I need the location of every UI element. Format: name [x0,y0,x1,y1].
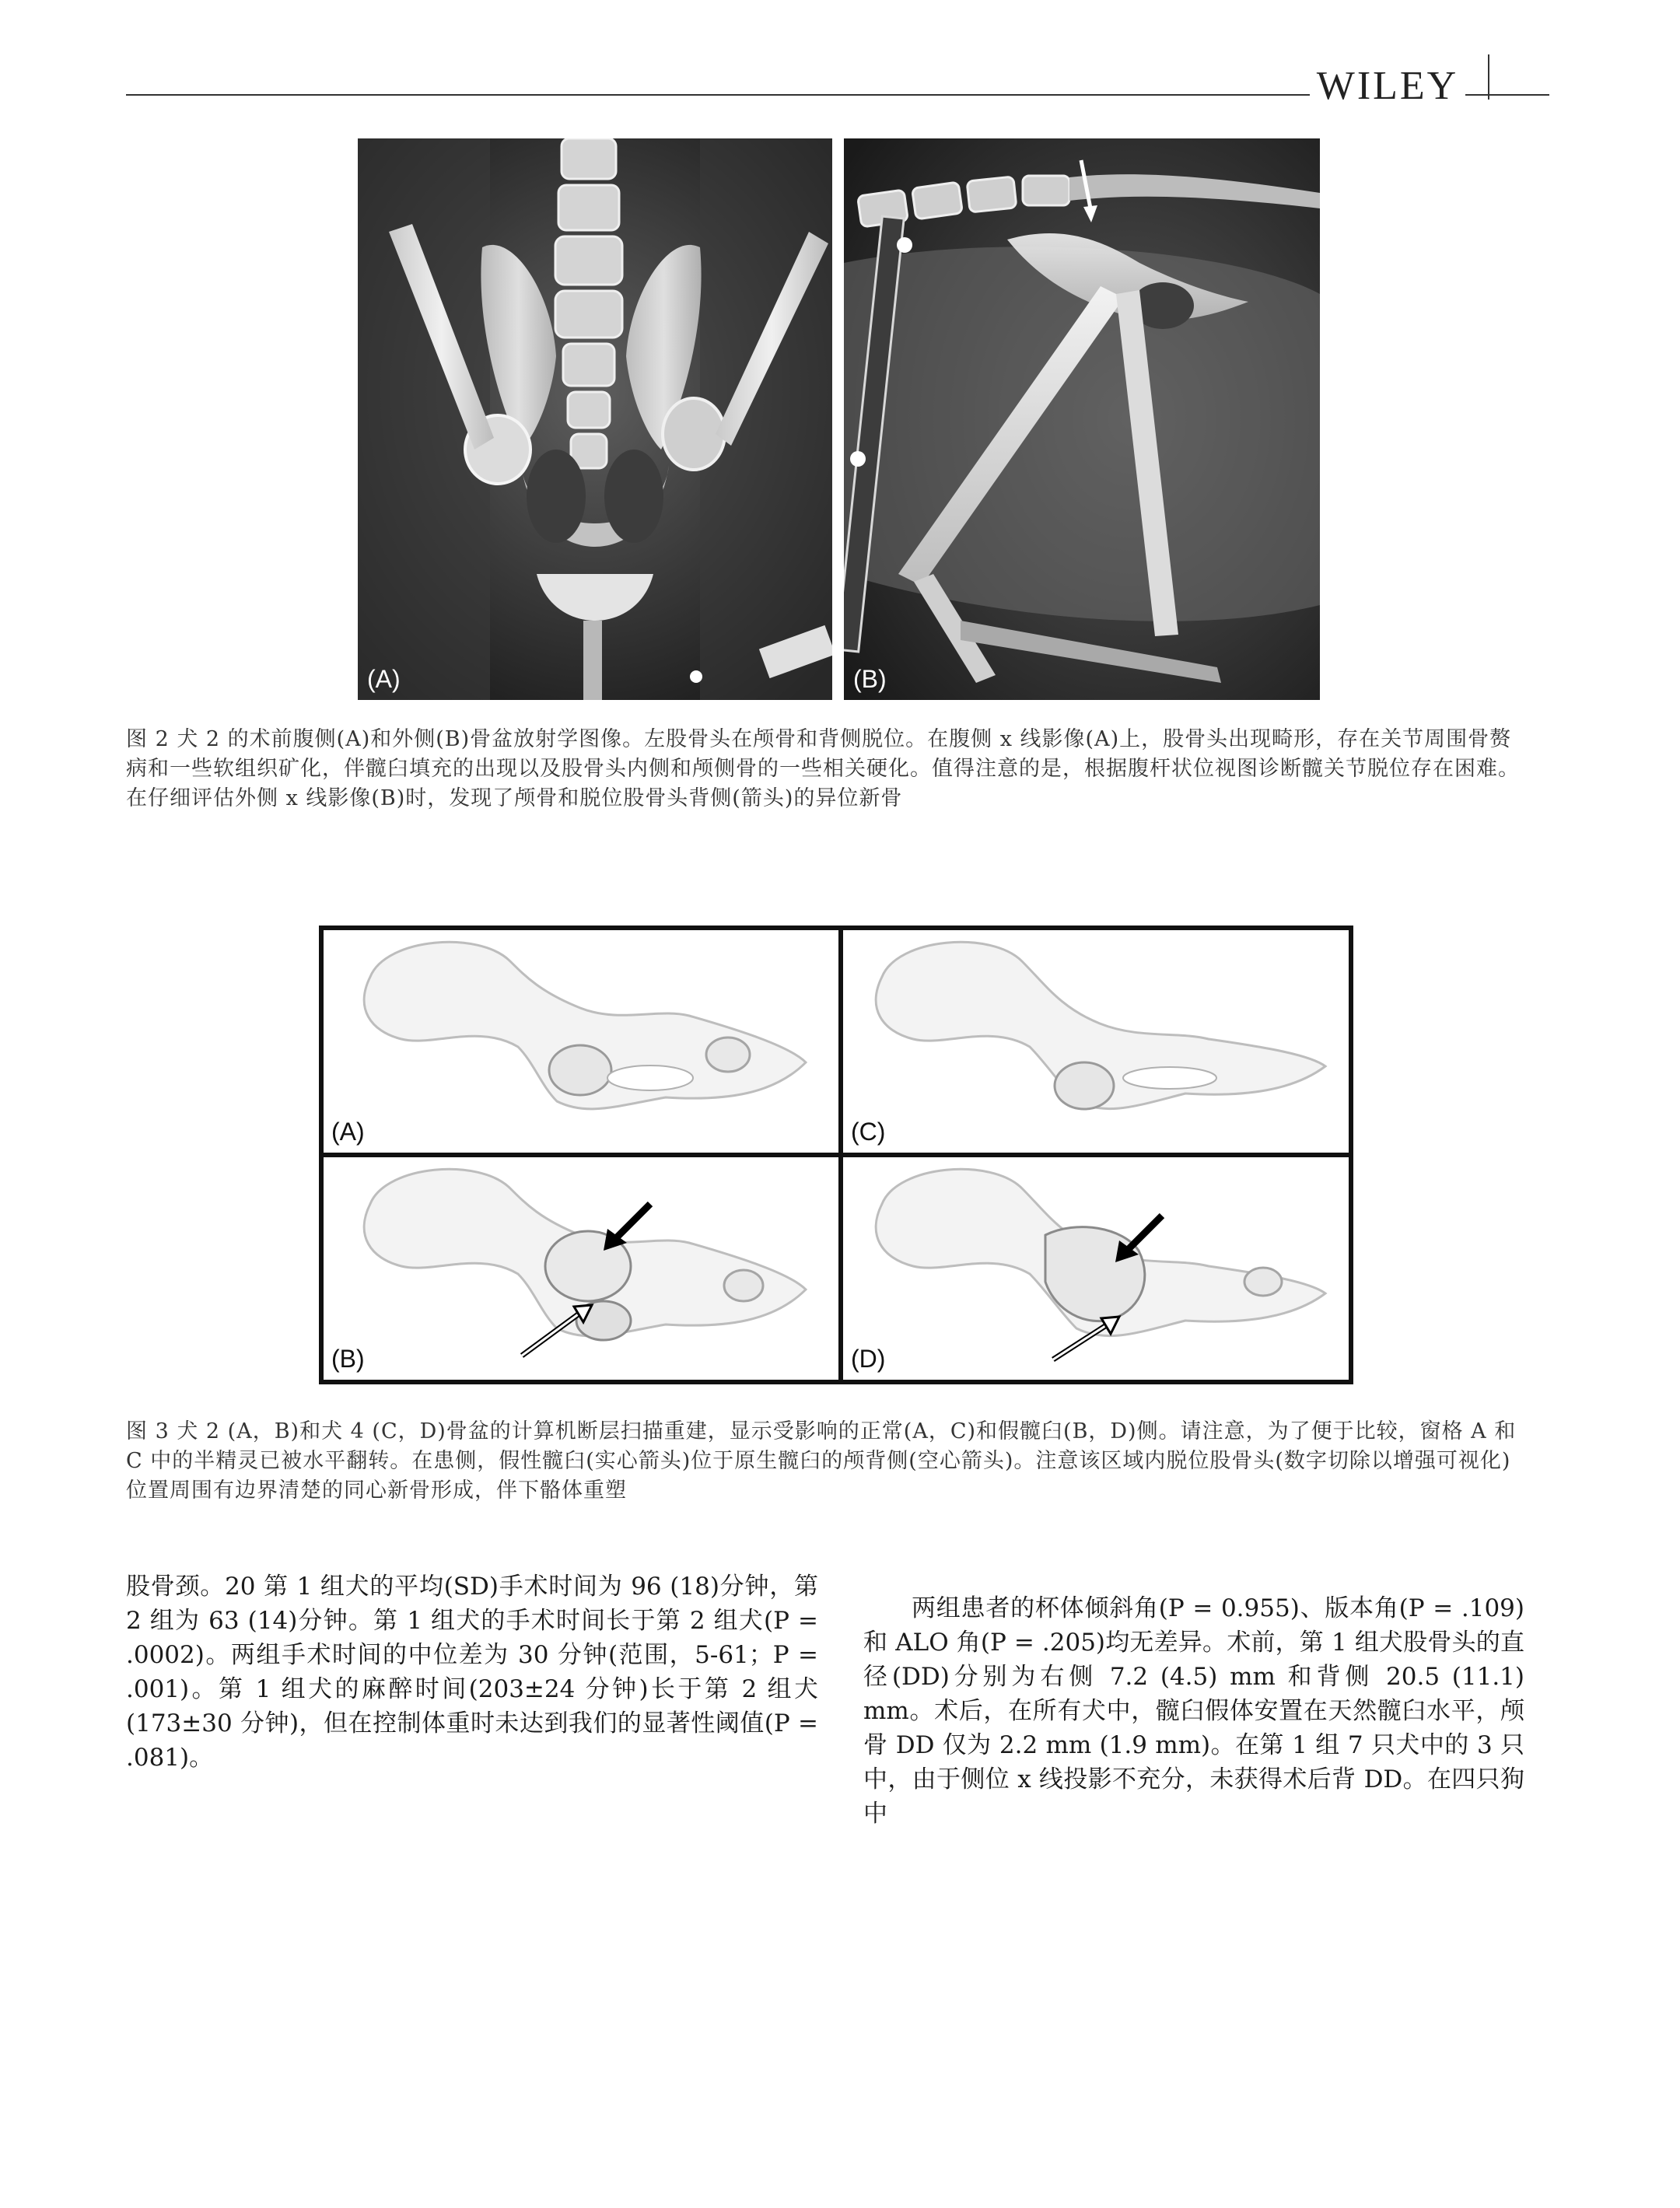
figure3-caption: 图 3 犬 2 (A，B)和犬 4 (C，D)骨盆的计算机断层扫描重建，显示受影响的正常(A，C)和假髋臼(B，D)侧。请注意，为了便于比较，窗格 A 和 C 中的半精灵已被水平翻转。在患侧，假性髋臼(实心箭头)位于原生髋臼的颅背侧(空心箭头)。注意该区域内脱位股骨头(数字切除以增强可视化)位置周围有边界清楚的同心新骨形成，伴下骼体重塑 [126,1419,1517,1503]
ct-hemipelvis-normal-image [324,930,838,1153]
figure3-panel-d-label: (D) [851,1345,886,1373]
figure3-ct-grid [319,926,1353,1384]
figure3-panel-a [324,930,838,1153]
ventral-radiograph-image [358,138,832,700]
figure3-panel-c-label: (C) [851,1118,886,1146]
body-text-left-column: 股骨颈。20 第 1 组犬的平均(SD)手术时间为 96 (18)分钟，第 2 组为 63 (14)分钟。第 1 组犬的手术时间长于第 2 组犬(P = .0002)。两组手术时间的中位差为 30 分钟(范围，5-61；P = .001)。第 1 组犬的麻醉时间(203±24 分钟)长于第 2 组犬(173±30 分钟)，但在控制体重时未达到我们的显著性阈值(P = .081)。 [126,1573,818,1772]
figure2-panel-a-ventral-radiograph [358,138,832,700]
figure3-panel-a-label: (A) [331,1118,365,1146]
figure2-caption: 图 2 犬 2 的术前腹侧(A)和外侧(B)骨盆放射学图像。左股骨头在颅骨和背侧脱位。在腹侧 x 线影像(A)上，股骨头出现畸形，存在关节周围骨赘病和一些软组织矿化，伴髋臼填充的出现以及股骨头内侧和颅侧骨的一些相关硬化。值得注意的是，根据腹杆状位视图诊断髋关节脱位存在困难。在仔细评估外侧 x 线影像(B)时，发现了颅骨和脱位股骨头背侧(箭头)的异位新骨 [126,727,1520,810]
ct-hemipelvis-pseudoacetabulum-image [843,1157,1349,1380]
figure3-panel-c [843,930,1349,1153]
figure2-panel-b-label: (B) [853,665,887,693]
ct-hemipelvis-pseudoacetabulum-image [324,1157,838,1380]
figure2-panel-a-label: (A) [367,665,401,693]
publisher-logo: WILEY [1310,65,1465,107]
figure2-panel-b-lateral-radiograph [844,138,1320,700]
lateral-radiograph-image [844,138,1320,700]
header-vertical-bar [1488,54,1489,100]
figure3-panel-b-label: (B) [331,1345,365,1373]
figure3-panel-b [324,1157,838,1380]
ct-hemipelvis-normal-image [843,930,1349,1153]
figure3-panel-d [843,1157,1349,1380]
body-text-right-column: 两组患者的杯体倾斜角(P = 0.955)、版本角(P = .109)和 ALO 角(P = .205)均无差异。术前，第 1 组犬股骨头的直径(DD)分别为右侧 7.2 (4.5) mm 和背侧 20.5 (11.1) mm。术后，在所有犬中，髋臼假体安置在天然髋臼水平，颅骨 DD 仅为 2.2 mm (1.9 mm)。在第 1 组 7 只犬中的 3 只中，由于侧位 x 线投影不充分，未获得术后背 DD。在四只狗中 [863,1594,1524,1828]
